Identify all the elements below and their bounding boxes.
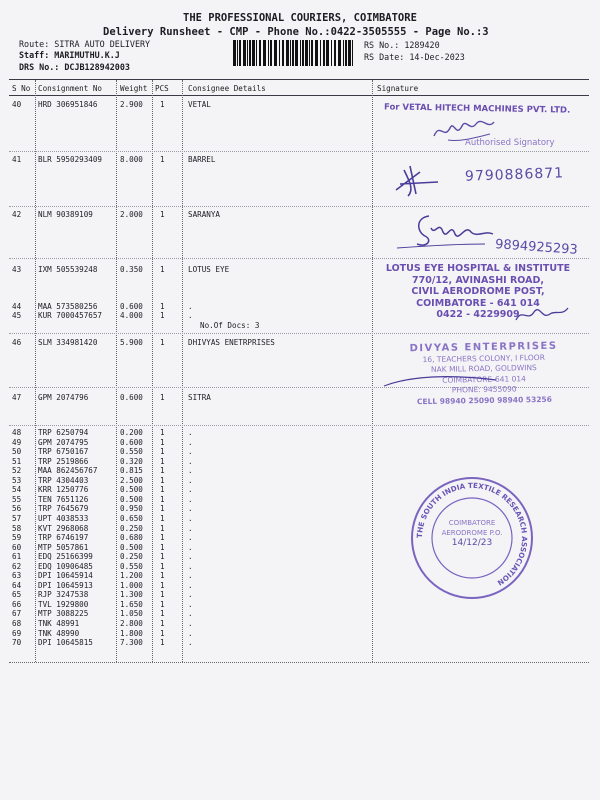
row-details: BARREL: [188, 155, 216, 164]
row-pcs: 1: [160, 466, 165, 476]
row-pcs: 1: [160, 513, 165, 523]
row-sno: 41: [12, 155, 22, 164]
row-details: .: [188, 628, 193, 638]
row-consignment: TRP 6250794: [38, 428, 89, 437]
row-sno: 59: [12, 533, 22, 543]
row-pcs: 1: [160, 628, 165, 638]
row-weight: 0.650: [120, 513, 143, 523]
row-consignment: EDQ 25166399: [38, 552, 93, 562]
row-sno: 56: [12, 504, 22, 514]
row-consignment: TNK 48991: [38, 619, 80, 628]
row-weight: 0.250: [120, 552, 143, 562]
row-weight: 1.050: [120, 609, 143, 619]
row-consignment: TRP 6746197: [38, 533, 89, 543]
row-weight: 0.200: [120, 428, 143, 437]
rs-date: RS Date: 14-Dec-2023: [364, 52, 465, 62]
col-weight: Weight: [120, 84, 148, 93]
row-pcs: 1: [160, 265, 165, 274]
row-pcs: 1: [160, 580, 165, 590]
row-pcs: 1: [160, 475, 165, 485]
row-weight: 2.000: [120, 210, 143, 219]
circle-line-1: COIMBATORE: [448, 519, 496, 527]
row-sno: 47: [12, 393, 22, 402]
row-sno: 43: [12, 265, 22, 274]
row-consignment: HRD 306951846: [38, 100, 98, 109]
col-divider: [372, 80, 373, 662]
lotus-line-2: 770/12, AVINASHI ROAD,: [412, 274, 544, 286]
row-weight: 0.500: [120, 485, 143, 495]
dhivyas-line-6: CELL 98940 25090 98940 53256: [416, 394, 553, 406]
row-consignment: EDQ 10906485: [38, 561, 93, 571]
row-consignment: RJP 3247538: [38, 590, 89, 600]
row-separator: [9, 151, 589, 152]
circular-stamp: [410, 476, 534, 600]
row-sno: 52: [12, 466, 22, 476]
signature-46-icon: [380, 372, 500, 392]
table-bottom-rule: [9, 662, 589, 663]
row-details: .: [188, 580, 193, 590]
row-details: .: [188, 542, 193, 552]
row-sno: 58: [12, 523, 22, 533]
lotus-line-5: 0422 - 4229909: [436, 309, 520, 320]
row-pcs: 1: [160, 428, 165, 437]
row-consignment: MTP 5057861: [38, 542, 89, 552]
row-consignment: DPI 10645815: [38, 638, 93, 648]
dhivyas-line-4: COIMBATORE-641 014: [442, 373, 526, 385]
row-pcs: 1: [160, 100, 165, 109]
row-details: .: [188, 638, 193, 648]
circle-line-3: 14/12/23: [451, 538, 493, 548]
row-weight: 1.650: [120, 599, 143, 609]
row-consignment: DPI 10645914: [38, 571, 93, 581]
row-consignment: GPM 2074796: [38, 393, 89, 402]
row-weight: 2.800: [120, 619, 143, 628]
row-pcs: 1: [160, 456, 165, 466]
row-consignment: SLM 334981420: [38, 338, 98, 347]
route-label: Route: SITRA AUTO DELIVERY: [19, 39, 151, 49]
row-pcs: 1: [160, 485, 165, 495]
row-pcs: 1: [160, 542, 165, 552]
row-consignment: MAA 862456767: [38, 466, 98, 476]
table-header-rule: [9, 95, 589, 96]
row-sno: 61: [12, 552, 22, 562]
row-consignment: IXM 505539248: [38, 265, 98, 274]
row-weight: 8.000: [120, 155, 143, 164]
row-pcs: 1: [160, 533, 165, 543]
row-weight: 0.950: [120, 504, 143, 514]
row-consignment: GPM 2074795: [38, 437, 89, 447]
col-signature: Signature: [377, 84, 419, 93]
row-details: .: [188, 466, 193, 476]
company-title: THE PROFESSIONAL COURIERS, COIMBATORE: [183, 12, 417, 24]
row-details: .: [188, 513, 193, 523]
row-details: .: [188, 428, 193, 437]
row-details: LOTUS EYE: [188, 265, 230, 274]
row-consignment: DPI 10645913: [38, 580, 93, 590]
row-pcs: 1: [160, 552, 165, 562]
row-weight: 0.250: [120, 523, 143, 533]
row-weight: 0.600: [120, 302, 143, 311]
row-weight: 0.815: [120, 466, 143, 476]
row-details: .: [188, 561, 193, 571]
row-consignment: KUR 7000457657: [38, 311, 103, 320]
row-details: .: [188, 494, 193, 504]
row-sno: 62: [12, 561, 22, 571]
row-pcs: 1: [160, 599, 165, 609]
row-weight: 0.550: [120, 447, 143, 457]
dhivyas-line-5: PHONE: 9455090: [451, 384, 517, 395]
row-separator: [9, 258, 589, 259]
row-details: .: [188, 552, 193, 562]
row-details: .: [188, 302, 193, 311]
row-pcs: 1: [160, 311, 165, 320]
row-details: .: [188, 475, 193, 485]
row-pcs: 1: [160, 504, 165, 514]
col-pcs: PCS: [155, 84, 169, 93]
signature-43-icon: [512, 302, 570, 328]
signature-41-icon: [390, 160, 450, 200]
row-details: .: [188, 533, 193, 543]
row-pcs: 1: [160, 590, 165, 600]
row-consignment: TRP 7645679: [38, 504, 89, 514]
row-weight: 1.800: [120, 628, 143, 638]
row-sno: 55: [12, 494, 22, 504]
signature-42-icon: [395, 210, 505, 252]
row-details: .: [188, 590, 193, 600]
row-consignment: KVT 2968068: [38, 523, 89, 533]
row-details: .: [188, 485, 193, 495]
row-details: .: [188, 504, 193, 514]
drs-number: DRS No.: DCJB128942003: [19, 62, 130, 72]
col-divider: [116, 80, 117, 662]
vetal-stamp: For VETAL HITECH MACHINES PVT. LTD.: [383, 102, 571, 116]
row-details: .: [188, 571, 193, 581]
row-weight: 0.320: [120, 456, 143, 466]
col-consignment: Consignment No: [38, 84, 103, 93]
row-pcs: 1: [160, 571, 165, 581]
row-consignment: NLM 90389109: [38, 210, 93, 219]
row-weight: 1.200: [120, 571, 143, 581]
row-sno: 68: [12, 619, 22, 628]
row-consignment: MTP 3088225: [38, 609, 89, 619]
row-weight: 1.300: [120, 590, 143, 600]
row-consignment: MAA 573580256: [38, 302, 98, 311]
svg-text:THE SOUTH INDIA TEXTILE RESEAR: THE SOUTH INDIA TEXTILE RESEARCH ASSOCIATION: [414, 480, 530, 588]
row-consignment: TEN 7651126: [38, 494, 89, 504]
row-separator: [9, 333, 589, 334]
row-details: .: [188, 619, 193, 628]
row-weight: 0.500: [120, 542, 143, 552]
row-sno: 48: [12, 428, 22, 437]
row-sno: 60: [12, 542, 22, 552]
row-sno: 44: [12, 302, 22, 311]
row-weight: 4.000: [120, 311, 143, 320]
row-sno: 50: [12, 447, 22, 457]
row-separator: [9, 425, 589, 426]
row-pcs: 1: [160, 609, 165, 619]
row-sno: 51: [12, 456, 22, 466]
phone-42: 9894925293: [494, 237, 579, 258]
row-sno: 66: [12, 599, 22, 609]
row-weight: 1.000: [120, 580, 143, 590]
row-weight: 2.500: [120, 475, 143, 485]
rs-number: RS No.: 1289420: [364, 40, 440, 50]
row-pcs: 1: [160, 494, 165, 504]
col-divider: [35, 80, 36, 662]
row-pcs: 1: [160, 437, 165, 447]
row-pcs: 1: [160, 638, 165, 648]
row-details: .: [188, 311, 193, 320]
row-consignment: KRR 1250776: [38, 485, 89, 495]
col-sno: S No: [12, 84, 31, 93]
row-sno: 63: [12, 571, 22, 581]
row-details: VETAL: [188, 100, 211, 109]
vetal-auth: Authorised Signatory: [465, 138, 555, 148]
dhivyas-line-2: 16, TEACHERS COLONY, I FLOOR: [422, 352, 545, 364]
row-pcs: 1: [160, 561, 165, 571]
row-consignment: TRP 6750167: [38, 447, 89, 457]
phone-41: 9790886871: [464, 165, 565, 185]
row-pcs: 1: [160, 447, 165, 457]
row-pcs: 1: [160, 155, 165, 164]
row-weight: 0.350: [120, 265, 143, 274]
col-divider: [152, 80, 153, 662]
docs-note: No.Of Docs: 3: [200, 321, 260, 330]
row-weight: 5.900: [120, 338, 143, 347]
row-weight: 7.300: [120, 638, 143, 648]
col-divider: [182, 80, 183, 662]
lotus-line-3: CIVIL AERODROME POST,: [411, 286, 545, 297]
row-details: SARANYA: [188, 210, 221, 219]
row-details: .: [188, 599, 193, 609]
row-pcs: 1: [160, 210, 165, 219]
staff-label: Staff: MARIMUTHU.K.J: [19, 50, 120, 60]
row-weight: 0.600: [120, 393, 143, 402]
row-pcs: 1: [160, 302, 165, 311]
row-sno: 69: [12, 628, 22, 638]
row-weight: 0.500: [120, 494, 143, 504]
row-pcs: 1: [160, 523, 165, 533]
row-weight: 0.680: [120, 533, 143, 543]
row-details: .: [188, 447, 193, 457]
runsheet-subtitle: Delivery Runsheet - CMP - Phone No.:0422-3505555 - Page No.:3: [103, 26, 489, 38]
row-details: .: [188, 456, 193, 466]
row-weight: 0.550: [120, 561, 143, 571]
row-consignment: TNK 48990: [38, 628, 80, 638]
row-sno: 57: [12, 513, 22, 523]
row-details: DHIVYAS ENETRPRISES: [188, 338, 275, 347]
row-consignment: TRP 2519866: [38, 456, 89, 466]
row-sno: 67: [12, 609, 22, 619]
row-consignment: BLR 5950293409: [38, 155, 103, 164]
lotus-line-4: COIMBATORE - 641 014: [416, 297, 540, 309]
row-sno: 64: [12, 580, 22, 590]
row-pcs: 1: [160, 393, 165, 402]
row-consignment: UPT 4038533: [38, 513, 89, 523]
row-consignment: TVL 1929800: [38, 599, 89, 609]
row-sno: 65: [12, 590, 22, 600]
row-sno: 49: [12, 437, 22, 447]
row-sno: 70: [12, 638, 22, 648]
row-sno: 46: [12, 338, 22, 347]
row-consignment: TRP 4304403: [38, 475, 89, 485]
row-details: .: [188, 523, 193, 533]
row-pcs: 1: [160, 619, 165, 628]
row-sno: 42: [12, 210, 22, 219]
table-top-rule: [9, 79, 589, 80]
row-pcs: 1: [160, 338, 165, 347]
row-sno: 53: [12, 475, 22, 485]
dhivyas-line-1: DIVYAS ENTERPRISES: [409, 340, 558, 355]
row-sno: 45: [12, 311, 22, 320]
lotus-line-1: LOTUS EYE HOSPITAL & INSTITUTE: [385, 263, 571, 274]
row-sno: 40: [12, 100, 22, 109]
row-details: .: [188, 609, 193, 619]
row-details: .: [188, 437, 193, 447]
row-weight: 2.900: [120, 100, 143, 109]
row-details: SITRA: [188, 393, 211, 402]
row-sno: 54: [12, 485, 22, 495]
row-separator: [9, 206, 589, 207]
row-weight: 0.600: [120, 437, 143, 447]
barcode-icon: [233, 40, 357, 66]
col-consignee: Consignee Details: [188, 84, 266, 93]
dhivyas-line-3: NAK MILL ROAD, GOLDWINS: [430, 363, 537, 374]
circle-line-2: AERODROME P.O.: [441, 529, 503, 537]
